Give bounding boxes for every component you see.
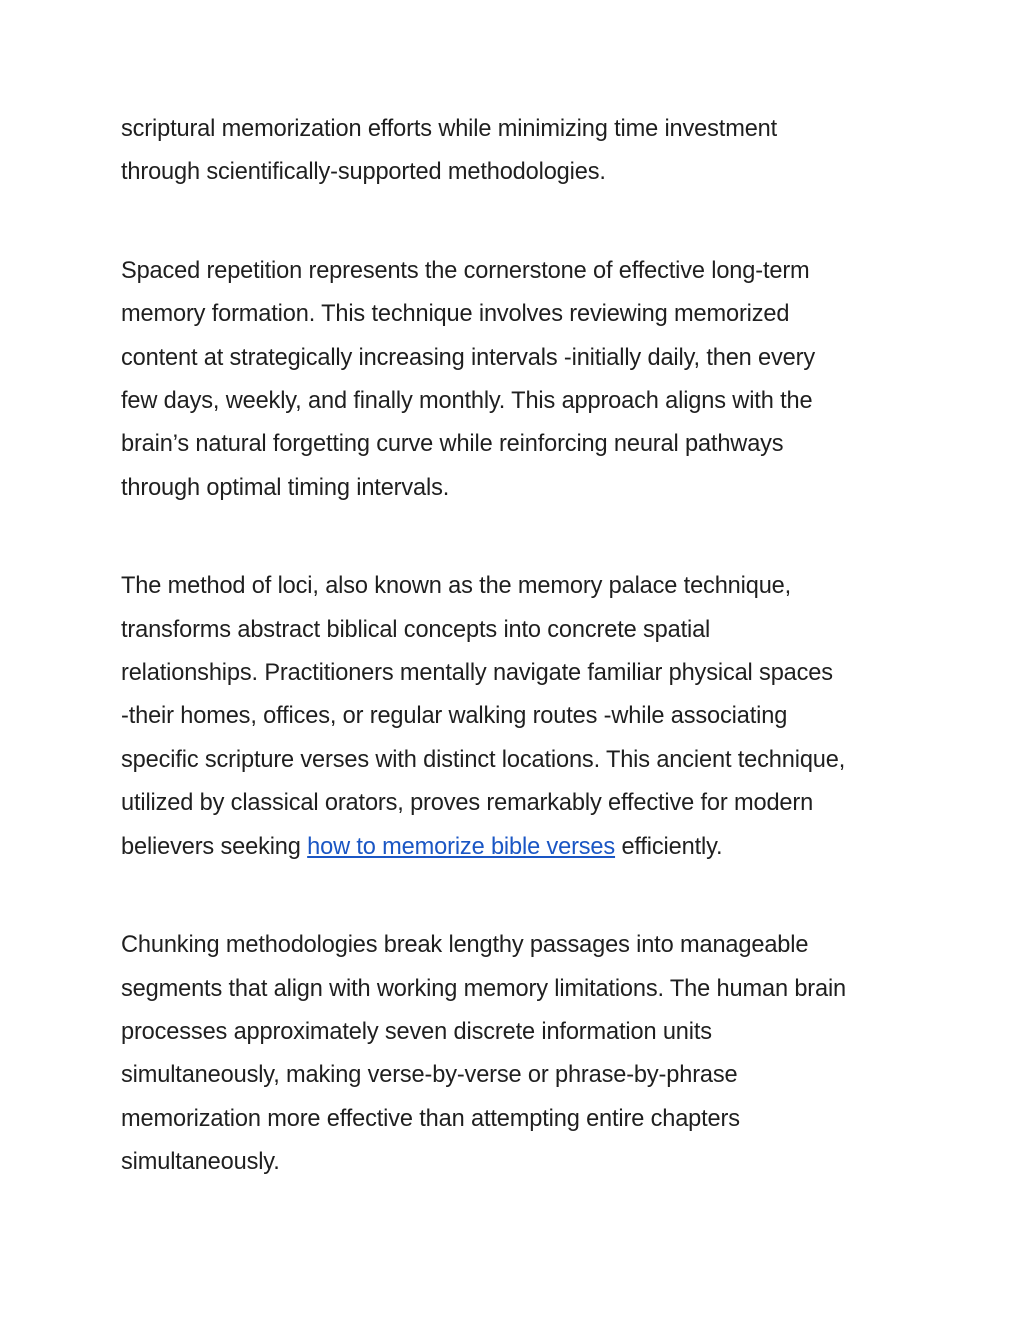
text-line: content at strategically increasing intervals -initially daily, then every: [121, 344, 815, 371]
text-line: -their homes, offices, or regular walking routes -while associating: [121, 703, 788, 730]
text-line: transforms abstract biblical concepts into concrete spatial: [121, 616, 711, 643]
text-line: [121, 826, 921, 869]
text-line: through optimal timing intervals.: [121, 474, 450, 501]
text-line: simultaneously.: [121, 1149, 280, 1176]
text-line: through scientifically-supported methodologies.: [121, 159, 606, 186]
text-line: relationships. Practitioners mentally navigate familiar physical spaces: [121, 660, 833, 687]
paragraph-intro-continuation: [121, 108, 921, 195]
text-line: utilized by classical orators, proves remarkably effective for modern: [121, 790, 814, 817]
text-line: brain’s natural forgetting curve while reinforcing neural pathways: [121, 431, 784, 458]
paragraph-chunking: [121, 924, 921, 1184]
document-body: [121, 108, 921, 1240]
text-line: specific scripture verses with distinct locations. This ancient technique,: [121, 746, 846, 773]
text-line: memorization more effective than attempting entire chapters: [121, 1105, 740, 1132]
text-line: processes approximately seven discrete information units: [121, 1018, 712, 1045]
paragraph-method-of-loci: [121, 565, 921, 869]
memorize-bible-verses-link[interactable]: how to memorize bible verses: [307, 833, 616, 860]
text-segment: believers seeking: [121, 833, 308, 860]
paragraph-spaced-repetition: [121, 250, 921, 510]
text-line: Chunking methodologies break lengthy passages into manageable: [121, 932, 809, 959]
text-line: The method of loci, also known as the memory palace technique,: [121, 573, 792, 600]
text-segment: efficiently.: [615, 833, 723, 860]
text-line: scriptural memorization efforts while minimizing time investment: [121, 116, 778, 142]
text-line: simultaneously, making verse-by-verse or phrase-by-phrase: [121, 1062, 738, 1089]
text-line: Spaced repetition represents the cornerstone of effective long-term: [121, 257, 810, 284]
text-line: memory formation. This technique involves reviewing memorized: [121, 301, 790, 328]
text-line: segments that align with working memory limitations. The human brain: [121, 975, 847, 1002]
text-line: few days, weekly, and finally monthly. This approach aligns with the: [121, 388, 813, 415]
